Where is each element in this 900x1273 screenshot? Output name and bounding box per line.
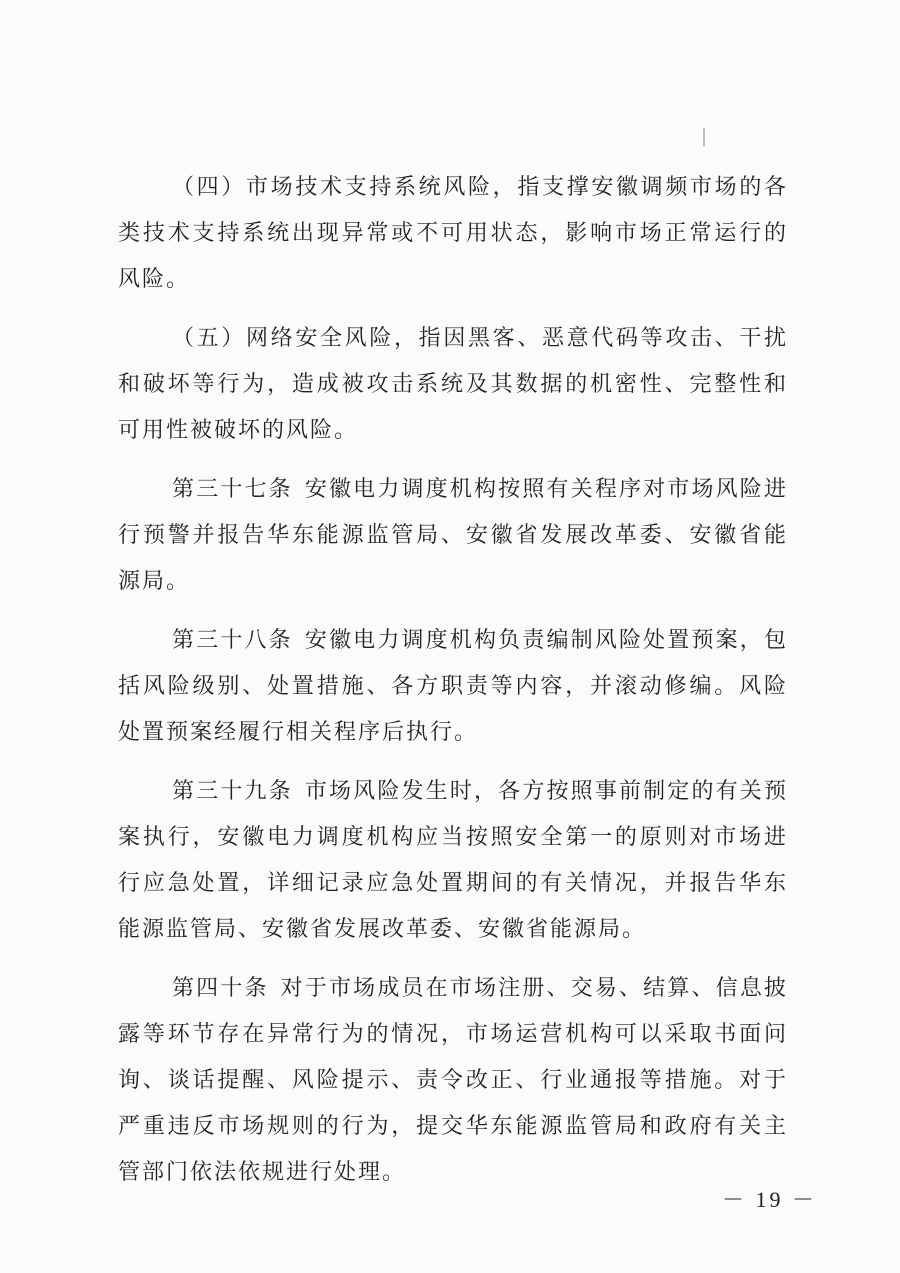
- article-text: 安徽电力调度机构负责编制风险处置预案，包括风险级别、处置措施、各方职责等内容，并滚动修编。风险处置预案经履行相关程序后执行。: [118, 628, 788, 745]
- article-text: 对于市场成员在市场注册、交易、结算、信息披露等环节存在异常行为的情况，市场运营机构可以采取书面问询、谈话提醒、风险提示、责令改正、行业通报等措施。对于严重违反市场规则的行为，提交华东能源监管局和政府有关主管部门依法依规进行处理。: [118, 976, 788, 1185]
- paragraph-risk-4: [118, 165, 788, 303]
- article-39: [118, 769, 788, 953]
- article-text: 市场风险发生时，各方按照事前制定的有关预案执行，安徽电力调度机构应当按照安全第一的原则对市场进行应急处置，详细记录应急处置期间的有关情况，并报告华东能源监管局、安徽省发展改革委、安徽省能源局。: [118, 779, 788, 942]
- article-heading: 第三十九条: [172, 779, 293, 804]
- page-number: － 19 －: [722, 1187, 818, 1212]
- article-heading: 第三十七条: [172, 477, 293, 502]
- document-body: [118, 165, 788, 1209]
- article-38: [118, 618, 788, 756]
- article-heading: 第四十条: [172, 976, 269, 1001]
- paragraph-text: （四）市场技术支持系统风险，指支撑安徽调频市场的各类技术支持系统出现异常或不可用状态，影响市场正常运行的风险。: [118, 175, 788, 292]
- paragraph-risk-5: [118, 316, 788, 454]
- article-40: [118, 966, 788, 1196]
- article-heading: 第三十八条: [172, 628, 293, 653]
- article-text: 安徽电力调度机构按照有关程序对市场风险进行预警并报告华东能源监管局、安徽省发展改革委、安徽省能源局。: [118, 477, 788, 594]
- paragraph-text: （五）网络安全风险，指因黑客、恶意代码等攻击、干扰和破坏等行为，造成被攻击系统及其数据的机密性、完整性和可用性被破坏的风险。: [118, 326, 788, 443]
- scan-artifact-mark: [703, 128, 705, 146]
- article-37: [118, 467, 788, 605]
